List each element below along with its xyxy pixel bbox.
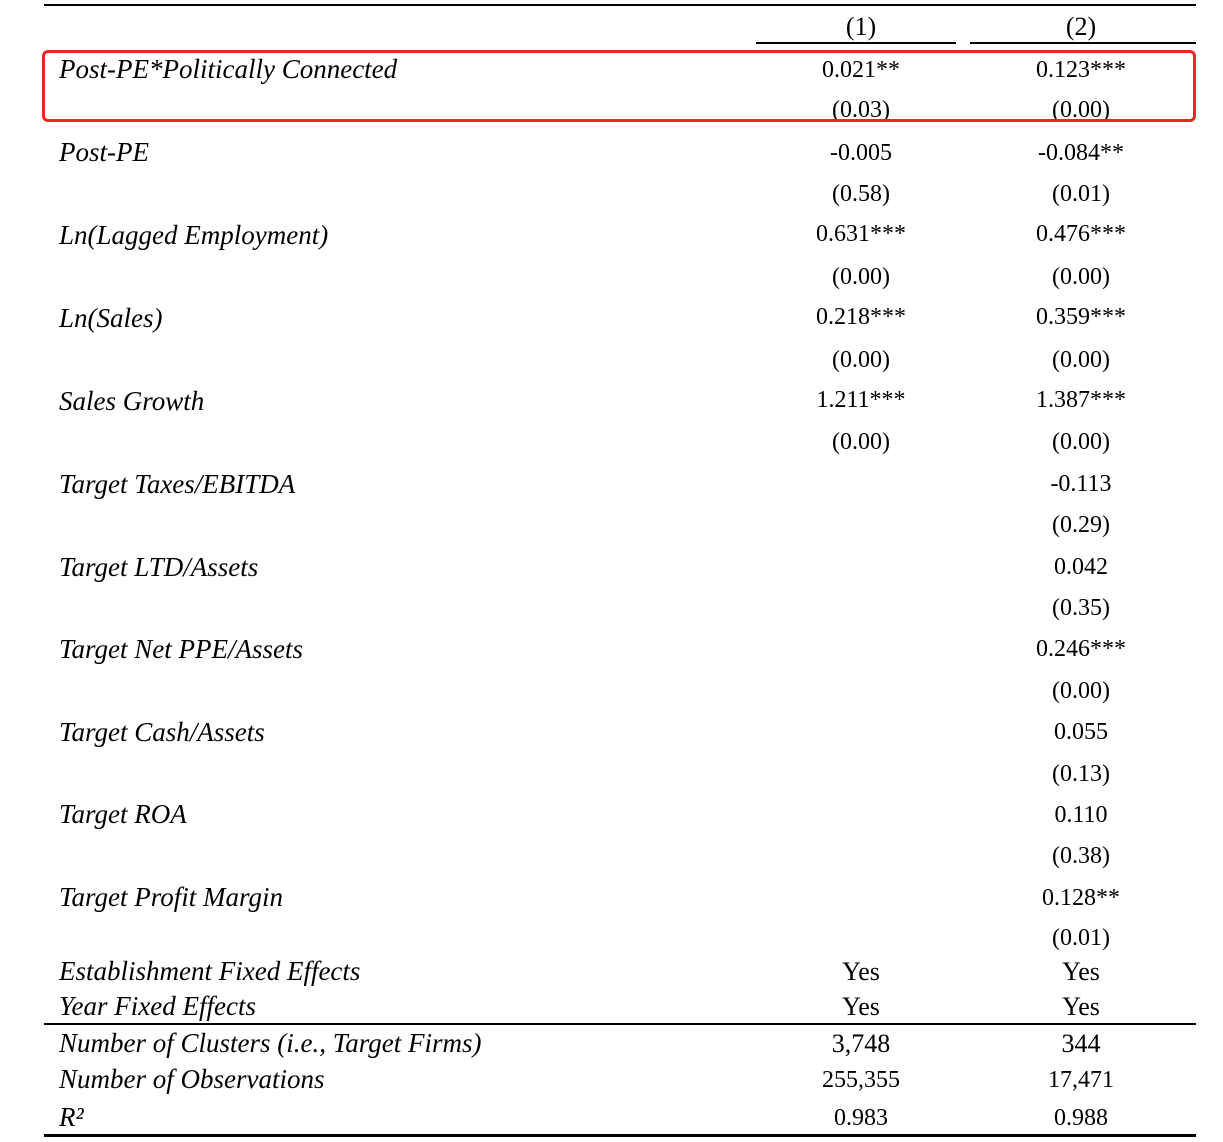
coef-col2: -0.113 bbox=[1050, 471, 1112, 497]
column-header-1: (1) bbox=[845, 12, 877, 41]
coef-col1: 1.211*** bbox=[816, 387, 906, 413]
pvalue-col2: (0.00) bbox=[1052, 678, 1110, 704]
row-label: Post-PE bbox=[59, 137, 149, 167]
coef-col1: -0.005 bbox=[830, 140, 892, 166]
coef-col2: 0.128** bbox=[1042, 885, 1120, 911]
pvalue-col1: (0.03) bbox=[832, 97, 890, 123]
pvalue-col2: (0.00) bbox=[1052, 264, 1110, 290]
pvalue-col2: (0.01) bbox=[1052, 181, 1110, 207]
coef-col2: 1.387*** bbox=[1036, 387, 1126, 413]
row-label: Sales Growth bbox=[59, 386, 205, 416]
coef-col1: 0.021** bbox=[822, 57, 900, 83]
fixed-effect-col1: Yes bbox=[842, 957, 880, 986]
coef-col1: 0.631*** bbox=[816, 221, 906, 247]
highlight-box bbox=[42, 50, 1196, 122]
pvalue-col2: (0.29) bbox=[1052, 512, 1110, 538]
row-label: Ln(Sales) bbox=[59, 303, 163, 333]
table-bottom-rule bbox=[44, 1134, 1196, 1137]
row-label: Ln(Lagged Employment) bbox=[59, 220, 329, 250]
stat-col2: 17,471 bbox=[1048, 1067, 1114, 1093]
row-label: Target ROA bbox=[59, 799, 187, 829]
fixed-effect-label: Year Fixed Effects bbox=[59, 991, 256, 1021]
column-header-1-underline bbox=[756, 42, 956, 44]
coef-col2: 0.123*** bbox=[1036, 57, 1126, 83]
pvalue-col2: (0.01) bbox=[1052, 925, 1110, 951]
coef-col2: -0.084** bbox=[1038, 140, 1124, 166]
stat-col1: 3,748 bbox=[831, 1029, 891, 1058]
stat-label: Number of Clusters (i.e., Target Firms) bbox=[59, 1028, 482, 1058]
pvalue-col2: (0.13) bbox=[1052, 761, 1110, 787]
pvalue-col2: (0.38) bbox=[1052, 843, 1110, 869]
table-top-rule bbox=[44, 4, 1196, 6]
stat-col1: 0.983 bbox=[834, 1105, 888, 1131]
fixed-effect-col2: Yes bbox=[1062, 992, 1100, 1021]
pvalue-col1: (0.00) bbox=[832, 347, 890, 373]
pvalue-col1: (0.00) bbox=[832, 264, 890, 290]
stat-col2: 0.988 bbox=[1054, 1105, 1108, 1131]
coef-col2: 0.476*** bbox=[1036, 221, 1126, 247]
coef-col1: 0.218*** bbox=[816, 304, 906, 330]
coef-col2: 0.042 bbox=[1054, 554, 1108, 580]
row-label: Target LTD/Assets bbox=[59, 552, 259, 582]
table-mid-rule bbox=[44, 1023, 1196, 1025]
row-label: Target Net PPE/Assets bbox=[59, 634, 304, 664]
pvalue-col2: (0.00) bbox=[1052, 97, 1110, 123]
coef-col2: 0.359*** bbox=[1036, 304, 1126, 330]
stat-col2: 344 bbox=[1061, 1029, 1101, 1058]
column-header-2-underline bbox=[970, 42, 1196, 44]
pvalue-col1: (0.58) bbox=[832, 181, 890, 207]
pvalue-col2: (0.00) bbox=[1052, 429, 1110, 455]
row-label: Target Taxes/EBITDA bbox=[59, 469, 296, 499]
pvalue-col2: (0.35) bbox=[1052, 595, 1110, 621]
column-header-2: (2) bbox=[1065, 12, 1097, 41]
coef-col2: 0.055 bbox=[1054, 719, 1108, 745]
coef-col2: 0.246*** bbox=[1036, 636, 1126, 662]
row-label: Target Profit Margin bbox=[59, 882, 284, 912]
pvalue-col2: (0.00) bbox=[1052, 347, 1110, 373]
row-label: Target Cash/Assets bbox=[59, 717, 265, 747]
stat-label: Number of Observations bbox=[59, 1064, 325, 1094]
fixed-effect-col1: Yes bbox=[842, 992, 880, 1021]
fixed-effect-label: Establishment Fixed Effects bbox=[59, 956, 361, 986]
row-label: Post-PE*Politically Connected bbox=[59, 54, 398, 84]
fixed-effect-col2: Yes bbox=[1062, 957, 1100, 986]
pvalue-col1: (0.00) bbox=[832, 429, 890, 455]
coef-col2: 0.110 bbox=[1054, 802, 1108, 828]
stat-col1: 255,355 bbox=[822, 1067, 900, 1093]
stat-label: R² bbox=[59, 1102, 84, 1132]
